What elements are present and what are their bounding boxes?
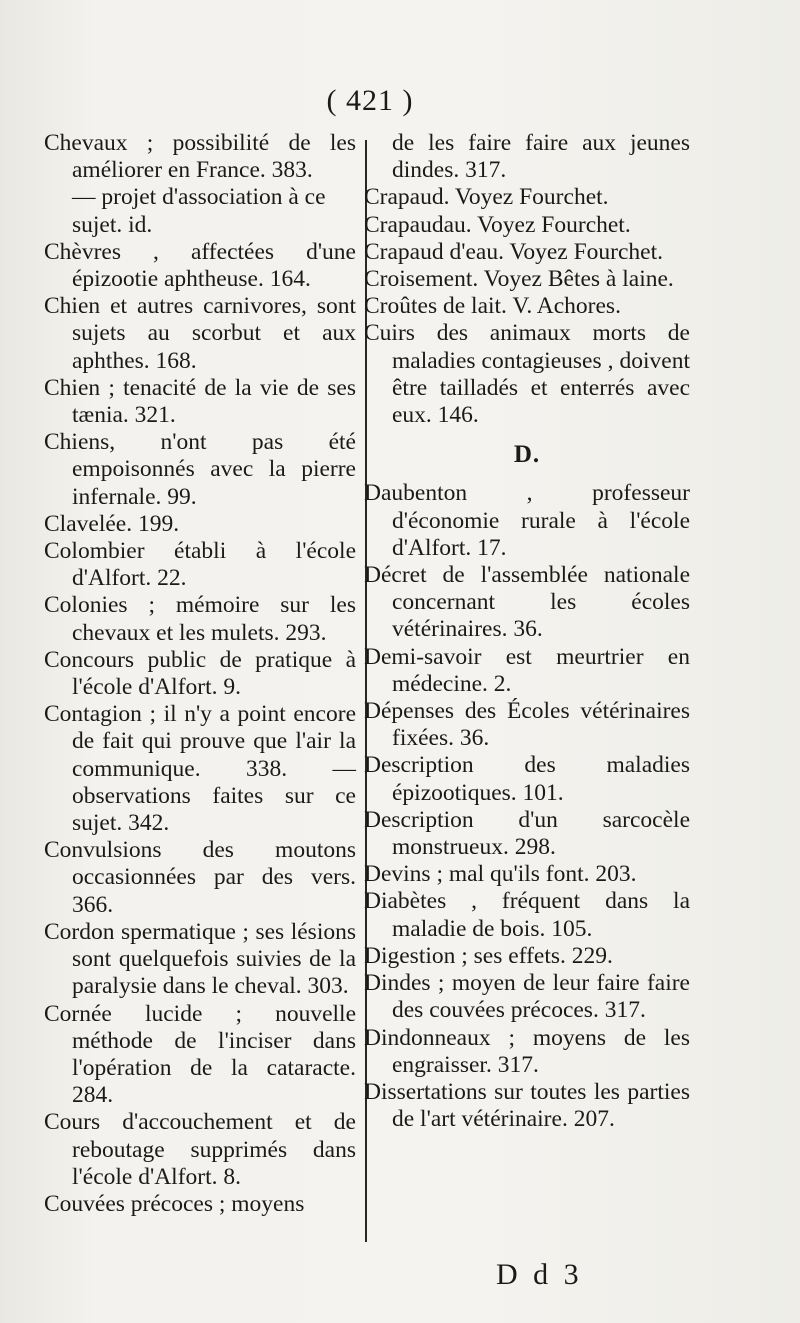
index-entry: Dindes ; moyen de leur faire faire des couvées précoces. 317.: [364, 970, 690, 1024]
index-entry: Description des maladies épizootiques. 101.: [364, 752, 690, 806]
signature-mark: D d 3: [496, 1258, 583, 1291]
index-entry: Couvées précoces ; moyens: [44, 1190, 305, 1217]
index-entry: Cours d'accouchement et de reboutage supprimés dans l'école d'Alfort. 8.: [44, 1109, 356, 1190]
index-entry: Cornée lucide ; nouvelle méthode de l'inciser dans l'opération de la cataracte. 284.: [44, 1000, 356, 1109]
index-entry: Contagion ; il n'y a point encore de fait qui prouve que l'air la communique. 338. — observations faites sur ce sujet. 342.: [44, 701, 356, 837]
index-entry: Concours public de pratique à l'école d'Alfort. 9.: [44, 646, 356, 701]
index-entry: Colonies ; mémoire sur les chevaux et les mulets. 293.: [44, 592, 356, 646]
index-entry: Chien et autres carnivores, sont sujets au scorbut et aux aphthes. 168.: [44, 293, 356, 374]
index-entry: Crapaudau. Voyez Fourchet.: [364, 211, 631, 238]
index-entry: Croisement. Voyez Bêtes à laine.: [364, 266, 674, 293]
right-column: [364, 130, 690, 1133]
index-entry: Demi-savoir est meurtrier en médecine. 2.: [364, 643, 690, 697]
index-entry: Clavelée. 199.: [44, 510, 180, 537]
index-subentry: — projet d'association à ce sujet. id.: [72, 184, 326, 238]
index-entry-continuation: de les faire faire aux jeunes dindes. 317.: [392, 130, 690, 184]
index-entry: Dindonneaux ; moyens de les engraisser. 317.: [364, 1024, 690, 1078]
index-entry: Chiens, n'ont pas été empoisonnés avec la pierre infernale. 99.: [44, 429, 356, 510]
index-entry: Croûtes de lait. V. Achores.: [364, 293, 621, 320]
index-entry: Colombier établi à l'école d'Alfort. 22.: [44, 538, 356, 592]
index-entry: Description d'un sarcocèle monstrueux. 298.: [364, 806, 690, 861]
index-entry: Convulsions des moutons occasionnées par des vers. 366.: [44, 837, 356, 918]
index-entry: Diabètes , fréquent dans la maladie de bois. 105.: [364, 888, 690, 942]
index-entry: Digestion ; ses effets. 229.: [364, 942, 613, 969]
index-entry: Décret de l'assemblée nationale concernant les écoles vétérinaires. 36.: [364, 562, 690, 643]
section-heading: D.: [513, 441, 541, 469]
index-entry: Chien ; tenacité de la vie de ses tænia. 321.: [44, 374, 356, 429]
index-entry: Cuirs des animaux morts de maladies contagieuses , doivent être tailladés et enterrés avec eux. 146.: [364, 320, 690, 429]
index-entry: Chevaux ; possibilité de les améliorer en France. 383.: [44, 130, 356, 184]
index-entry: Crapaud d'eau. Voyez Fourchet.: [364, 238, 663, 265]
index-entry: Devins ; mal qu'ils font. 203.: [364, 861, 637, 888]
left-column: [44, 130, 356, 1218]
index-entry: Daubenton , professeur d'économie rurale à l'école d'Alfort. 17.: [364, 480, 690, 561]
index-entry: Dissertations sur toutes les parties de l'art vétérinaire. 207.: [364, 1078, 690, 1133]
page-number: ( 421 ): [326, 84, 414, 117]
index-entry: Dépenses des Écoles vétérinaires fixées. 36.: [364, 698, 690, 752]
index-entry: Chèvres , affectées d'une épizootie aphtheuse. 164.: [44, 238, 356, 293]
index-entry: Crapaud. Voyez Fourchet.: [364, 184, 609, 211]
index-entry: Cordon spermatique ; ses lésions sont quelquefois suivies de la paralysie dans le cheval. 303.: [44, 918, 356, 1000]
